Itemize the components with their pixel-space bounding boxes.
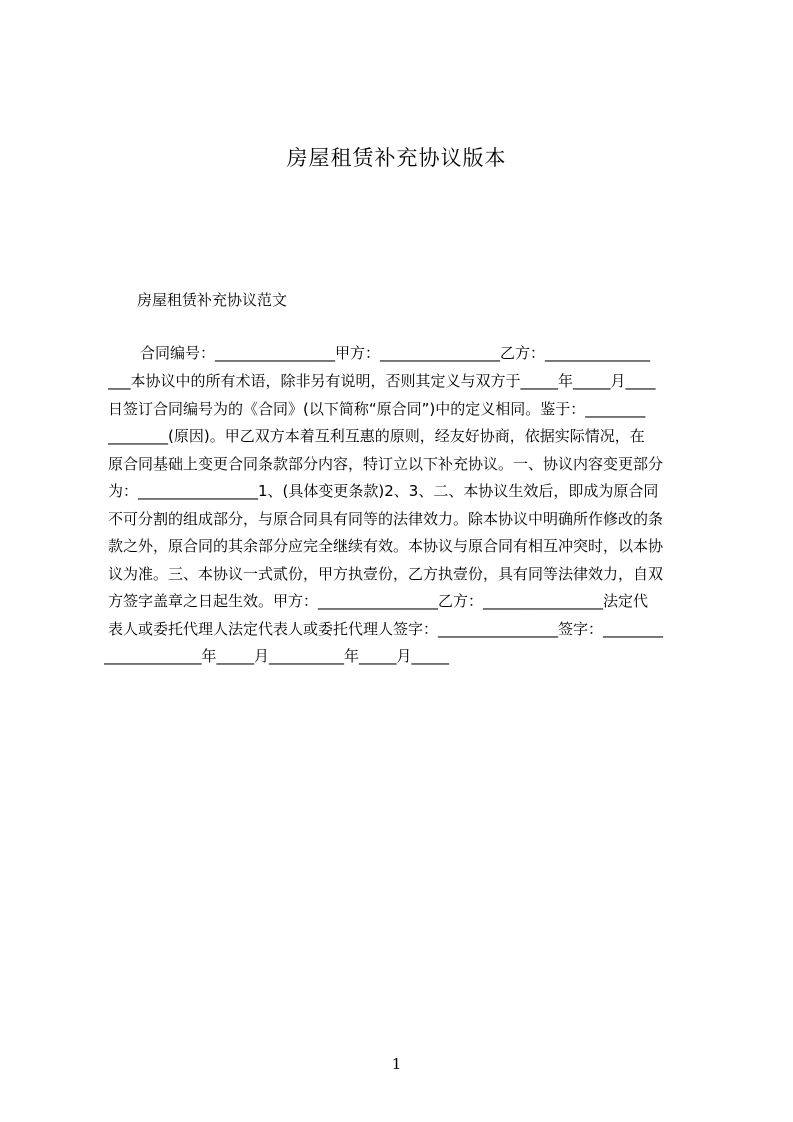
body-line-11: 表人或委托代理人法定代表人或委托代理人签字：________________签字：________ [108,620,664,638]
body-line-1: 合同编号：________________甲方：________________乙方：______________ [140,344,651,362]
body-line-4: ________(原因)。甲乙双方本着互利互惠的原则，经友好协商，依据实际情况，在 [108,427,645,445]
page-title: 房屋租赁补充协议版本 [286,146,507,170]
document-subtitle: 房屋租赁补充协议范文 [137,291,288,309]
body-line-9: 议为准。三、本协议一式贰份，甲方执壹份，乙方执壹份，具有同等法律效力，自双 [108,565,664,583]
body-line-3: 日签订合同编号为的《合同》(以下简称“原合同”)中的定义相同。鉴于：________ [108,400,646,418]
body-line-7: 不可分割的组成部分，与原合同具有同等的法律效力。除本协议中明确所作修改的条 [108,510,664,528]
page-number: 1 [391,1055,402,1073]
body-line-8: 款之外，原合同的其余部分应完全继续有效。本协议与原合同有相互冲突时，以本协 [108,537,664,555]
body-line-5: 原合同基础上变更合同条款部分内容，特订立以下补充协议。一、协议内容变更部分 [108,455,664,473]
body-line-2: ___本协议中的所有术语，除非另有说明，否则其定义与双方于_____年_____月____ [108,372,656,390]
body-line-12: _____________年_____月__________年_____月_____ [104,647,450,665]
body-line-6: 为：________________1、(具体变更条款)2、3、二、本协议生效后，即成为原合同 [108,482,659,500]
body-line-10: 方签字盖章之日起生效。甲方：________________乙方：________________法定代 [108,592,649,610]
